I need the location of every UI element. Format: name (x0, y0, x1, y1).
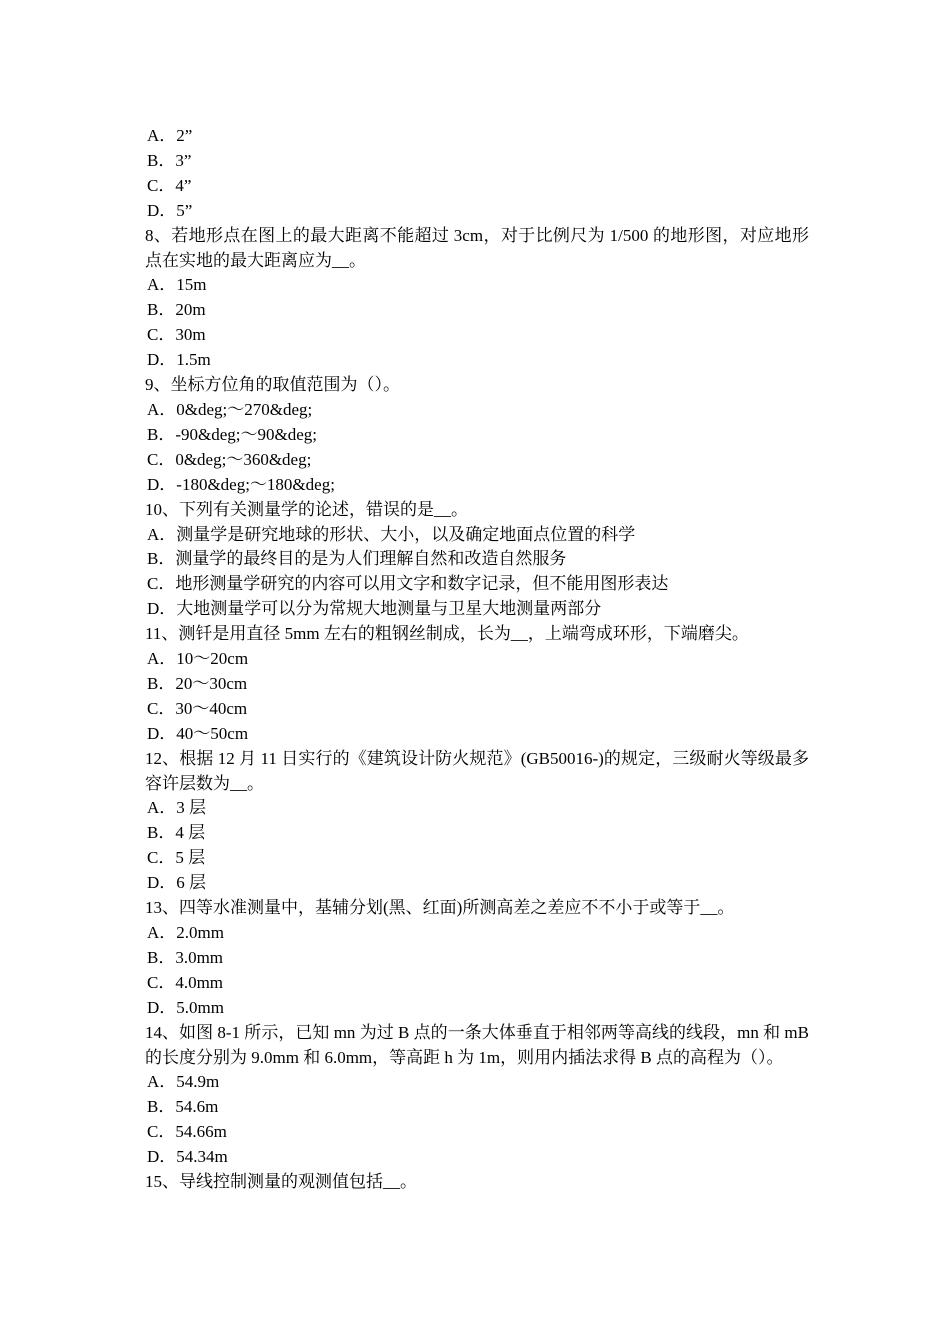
option-10c: C．地形测量学研究的内容可以用文字和数字记录，但不能用图形表达 (147, 574, 669, 594)
option-12c: C．5 层 (147, 848, 206, 868)
option-10b: B．测量学的最终目的是为人们理解自然和改造自然服务 (147, 549, 567, 569)
option-11d: D．40～50cm (147, 723, 249, 743)
question-11: 11、测钎是用直径 5mm 左右的粗钢丝制成，长为__，上端弯成环形，下端磨尖。 (145, 624, 749, 644)
option-13a: A．2.0mm (147, 923, 224, 942)
question-12: 12、根据 12 月 11 日实行的《建筑设计防火规范》(GB50016-)的规定，三级耐火等级最多容许层数为__。 (145, 748, 809, 793)
option-8b: B．20m (147, 300, 206, 320)
option-7d: D．5” (147, 200, 193, 220)
question-9: 9、坐标方位角的取值范围为（）。 (145, 375, 400, 395)
option-8a: A．15m (147, 275, 207, 295)
option-9a: A．0&deg;～270&deg; (147, 399, 313, 419)
option-14a: A．54.9m (147, 1072, 220, 1092)
option-10a: A．测量学是研究地球的形状、大小，以及确定地面点位置的科学 (147, 524, 636, 544)
option-9c: C．0&deg;～360&deg; (147, 449, 312, 469)
option-12a: A．3 层 (147, 798, 207, 818)
option-11c: C．30～40cm (147, 698, 248, 718)
option-7c: C．4” (147, 175, 192, 195)
option-14d: D．54.34m (147, 1147, 228, 1167)
option-13c: C．4.0mm (147, 972, 224, 992)
option-14c: C．54.66m (147, 1122, 227, 1142)
option-9d: D．-180&deg;～180&deg; (147, 474, 335, 494)
option-13b: B．3.0mm (147, 947, 224, 967)
question-14: 14、如图 8-1 所示，已知 mn 为过 B 点的一条大体垂直于相邻两等高线的线段，mn 和 mB 的长度分别为 9.0mm 和 6.0mm，等高距 h 为 1m，则用内插法求得 B 点的高程为（）。 (145, 1022, 809, 1067)
option-12b: B．4 层 (147, 823, 206, 843)
option-7b: B．3” (147, 150, 192, 170)
question-8: 8、若地形点在图上的最大距离不能超过 3cm，对于比例尺为 1/500 的地形图，对应地形点在实地的最大距离应为__。 (145, 225, 809, 270)
option-9b: B．-90&deg;～90&deg; (147, 424, 317, 444)
question-10: 10、下列有关测量学的论述，错误的是__。 (145, 499, 468, 519)
option-14b: B．54.6m (147, 1097, 219, 1117)
question-13: 13、四等水准测量中，基辅分划(黑、红面)所测高差之差应不不小于或等于__。 (145, 898, 735, 918)
document-page (146, 124, 826, 1195)
option-8d: D．1.5m (147, 350, 211, 370)
question-15: 15、导线控制测量的观测值包括__。 (145, 1172, 417, 1192)
option-12d: D．6 层 (147, 873, 207, 893)
option-11b: B．20～30cm (147, 673, 248, 693)
option-7a: A．2” (147, 126, 193, 145)
option-11a: A．10～20cm (147, 649, 249, 669)
option-10d: D．大地测量学可以分为常规大地测量与卫星大地测量两部分 (147, 599, 602, 619)
option-8c: C．30m (147, 325, 206, 345)
option-13d: D．5.0mm (147, 997, 224, 1017)
